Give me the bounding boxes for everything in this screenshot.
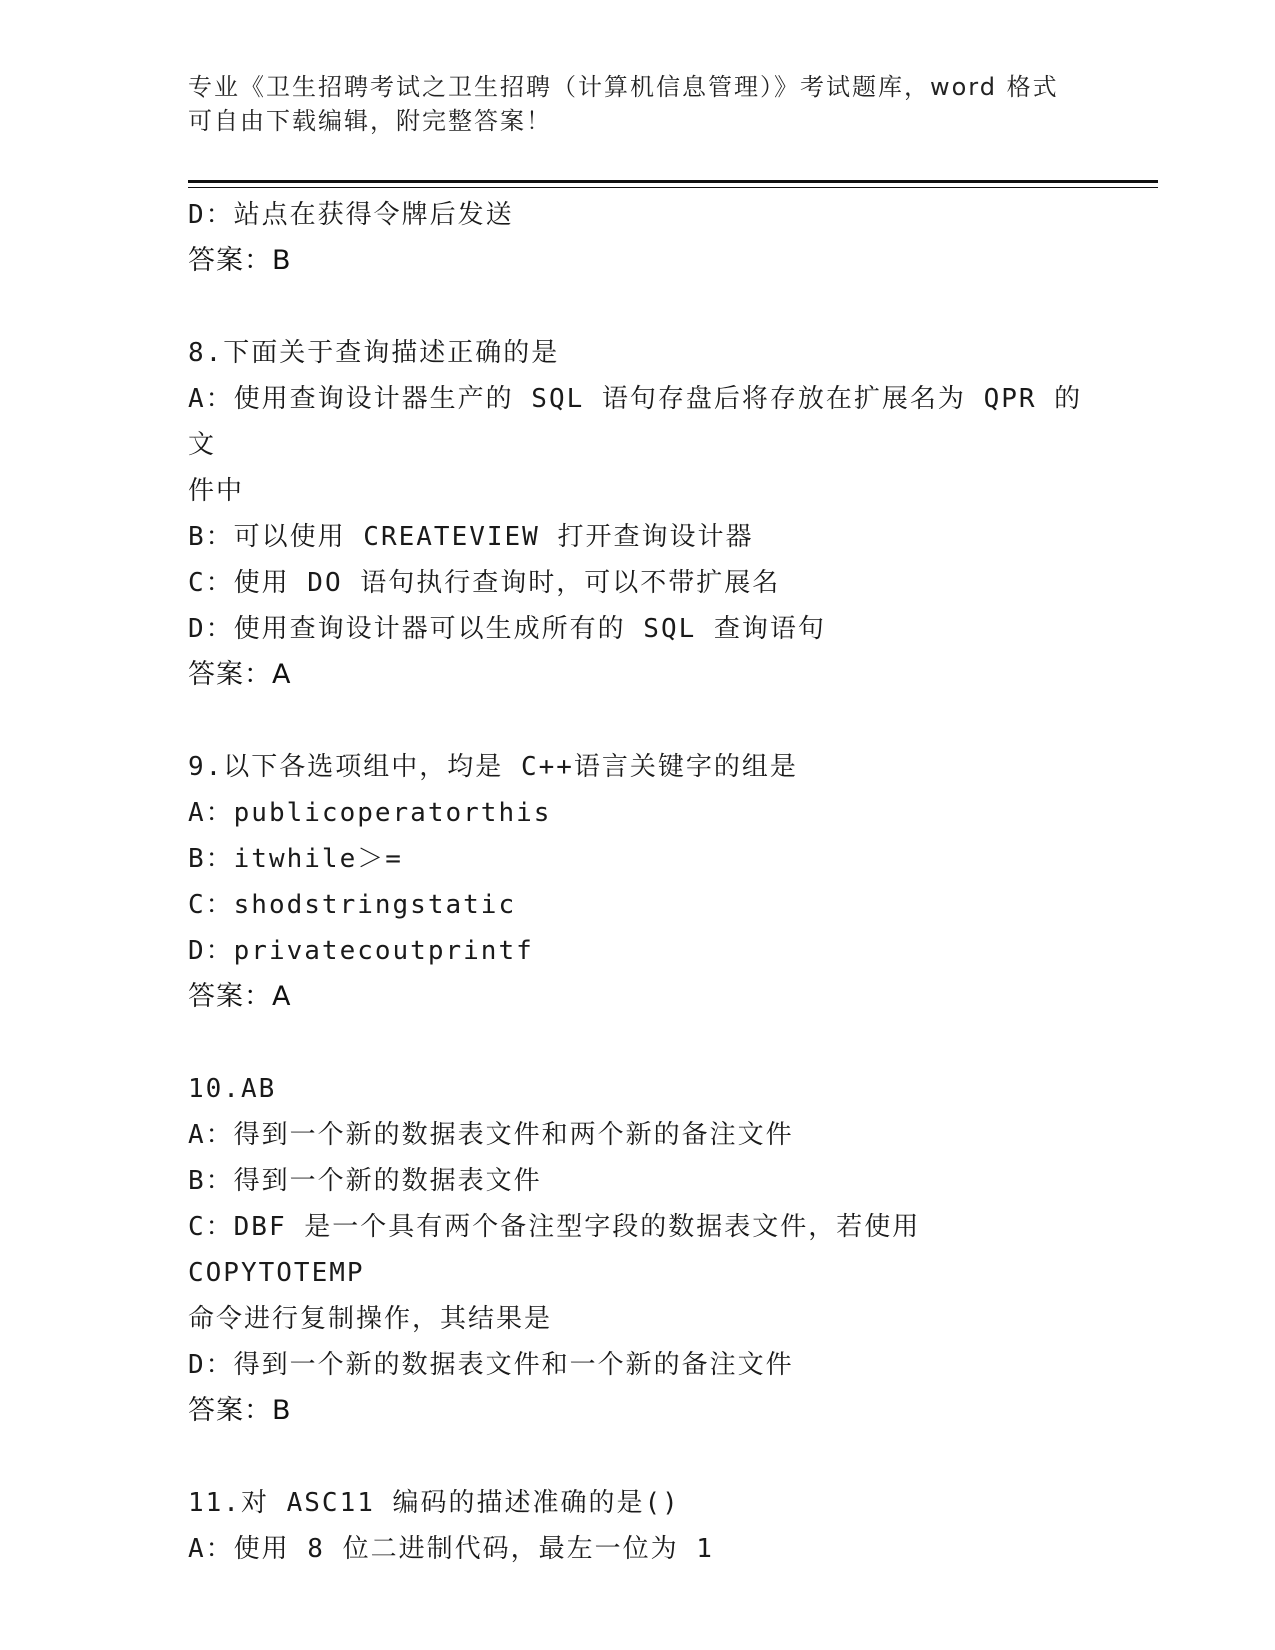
option-b: B：可以使用 CREATEVIEW 打开查询设计器 bbox=[188, 522, 754, 552]
option-c: C：使用 DO 语句执行查询时，可以不带扩展名 bbox=[188, 568, 781, 598]
question-11 bbox=[188, 1480, 1088, 1572]
document-header: 专业《卫生招聘考试之卫生招聘（计算机信息管理）》考试题库，word 格式可自由下载编辑，附完整答案！ bbox=[188, 73, 1059, 135]
option-a: A：使用 8 位二进制代码，最左一位为 1 bbox=[188, 1534, 714, 1564]
question-9 bbox=[188, 744, 1088, 1020]
option-a: A：得到一个新的数据表文件和两个新的备注文件 bbox=[188, 1120, 794, 1150]
question-stem: 10.AB bbox=[188, 1074, 277, 1104]
header-divider-thick bbox=[188, 180, 1158, 183]
previous-question-tail bbox=[188, 192, 1088, 284]
answer-line: 答案：B bbox=[188, 245, 292, 276]
question-10 bbox=[188, 1066, 1088, 1434]
option-a-continuation: 件中 bbox=[188, 476, 245, 506]
option-b: B：itwhile＞= bbox=[188, 844, 403, 874]
option-a: A：使用查询设计器生产的 SQL 语句存盘后将存放在扩展名为 QPR 的文 bbox=[188, 384, 1083, 460]
option-a: A：publicoperatorthis bbox=[188, 798, 552, 828]
option-c: C：DBF 是一个具有两个备注型字段的数据表文件，若使用 COPYTOTEMP bbox=[188, 1212, 938, 1288]
option-d: D：站点在获得令牌后发送 bbox=[188, 200, 514, 230]
answer-line: 答案：A bbox=[188, 981, 292, 1012]
option-d: D：privatecoutprintf bbox=[188, 936, 534, 966]
option-c: C：shodstringstatic bbox=[188, 890, 517, 920]
header-divider-thin bbox=[188, 187, 1158, 188]
question-content bbox=[188, 192, 1088, 1572]
question-stem: 9.以下各选项组中，均是 C++语言关键字的组是 bbox=[188, 752, 798, 782]
option-c-continuation: 命令进行复制操作，其结果是 bbox=[188, 1304, 553, 1334]
question-stem: 8.下面关于查询描述正确的是 bbox=[188, 338, 560, 368]
spacer bbox=[188, 698, 1088, 744]
spacer bbox=[188, 1434, 1088, 1480]
answer-line: 答案：B bbox=[188, 1395, 292, 1426]
spacer bbox=[188, 284, 1088, 330]
question-stem: 11.对 ASC11 编码的描述准确的是() bbox=[188, 1488, 680, 1518]
option-d: D：使用查询设计器可以生成所有的 SQL 查询语句 bbox=[188, 614, 826, 644]
option-d: D：得到一个新的数据表文件和一个新的备注文件 bbox=[188, 1350, 794, 1380]
answer-line: 答案：A bbox=[188, 659, 292, 690]
spacer bbox=[188, 1020, 1088, 1066]
question-8 bbox=[188, 330, 1088, 698]
option-b: B：得到一个新的数据表文件 bbox=[188, 1166, 542, 1196]
